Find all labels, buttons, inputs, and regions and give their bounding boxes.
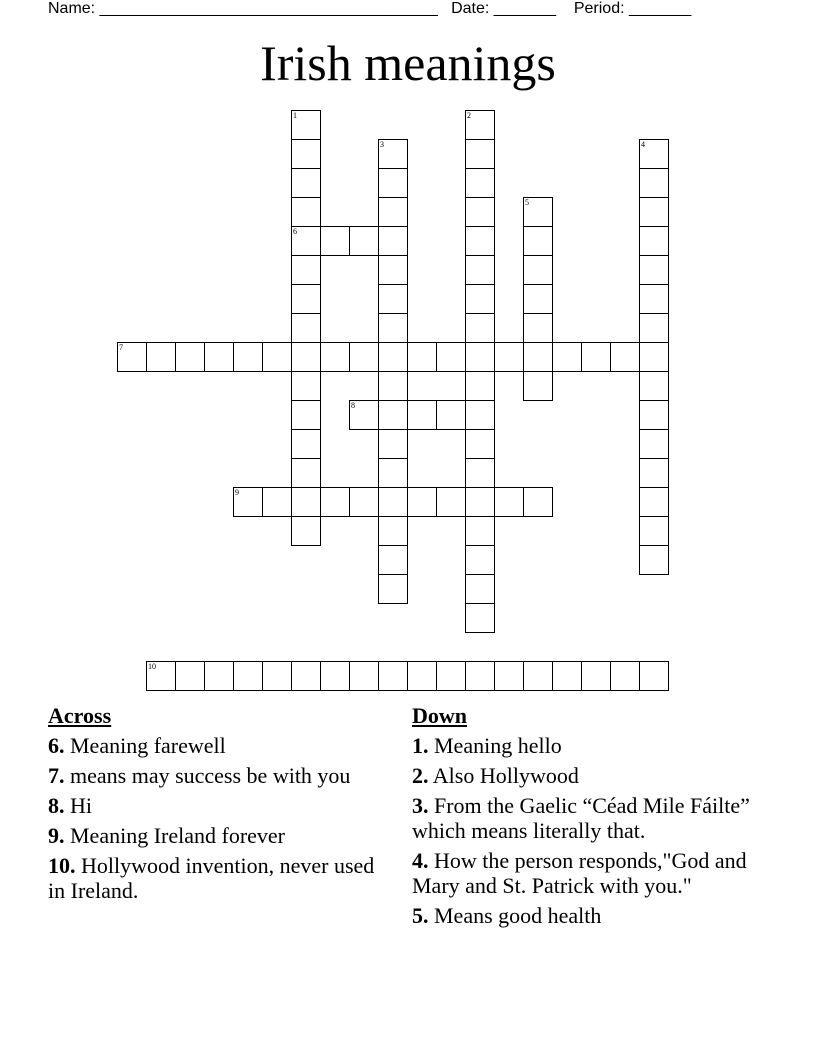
- crossword-cell[interactable]: [175, 342, 205, 372]
- across-clue: [48, 763, 388, 788]
- crossword-cell[interactable]: [465, 400, 495, 430]
- crossword-cell[interactable]: [639, 371, 669, 401]
- crossword-cell[interactable]: [465, 545, 495, 575]
- crossword-cell[interactable]: [407, 342, 437, 372]
- crossword-cell[interactable]: [378, 574, 408, 604]
- crossword-cell[interactable]: [349, 661, 379, 691]
- crossword-cell[interactable]: [465, 226, 495, 256]
- period-label: Period:: [573, 0, 625, 17]
- down-clue: [412, 793, 772, 843]
- crossword-cell[interactable]: [378, 284, 408, 314]
- crossword-cell[interactable]: [175, 661, 205, 691]
- date-label: Date:: [451, 0, 490, 17]
- crossword-cell[interactable]: [436, 342, 466, 372]
- crossword-cell[interactable]: [523, 255, 553, 285]
- clue-text: means may success be with you: [70, 763, 351, 788]
- clue-number: 6.: [48, 733, 65, 758]
- crossword-cell[interactable]: [523, 284, 553, 314]
- crossword-cell[interactable]: [639, 429, 669, 459]
- down-clue: [412, 733, 772, 758]
- crossword-cell[interactable]: [436, 400, 466, 430]
- crossword-cell[interactable]: [523, 661, 553, 691]
- cell-number: 5: [525, 198, 529, 207]
- crossword-cell[interactable]: [320, 487, 350, 517]
- clue-number: 10.: [48, 853, 76, 878]
- crossword-cell[interactable]: [552, 342, 582, 372]
- crossword-cell[interactable]: [465, 255, 495, 285]
- crossword-cell[interactable]: [291, 110, 321, 140]
- crossword-cell[interactable]: [204, 661, 234, 691]
- date-blank: _______: [493, 0, 557, 17]
- down-heading: Down: [412, 703, 468, 728]
- crossword-cell[interactable]: [291, 458, 321, 488]
- crossword-cell[interactable]: [291, 429, 321, 459]
- crossword-cell[interactable]: [639, 197, 669, 227]
- crossword-cell[interactable]: [465, 487, 495, 517]
- crossword-cell[interactable]: [378, 487, 408, 517]
- crossword-cell[interactable]: [523, 342, 553, 372]
- crossword-cell[interactable]: [581, 661, 611, 691]
- crossword-cell[interactable]: [291, 313, 321, 343]
- crossword-cell[interactable]: [378, 255, 408, 285]
- crossword-cell[interactable]: [465, 139, 495, 169]
- down-clue: [412, 848, 772, 898]
- name-blank: ______________________________________: [99, 0, 438, 17]
- name-label: Name:: [48, 0, 96, 17]
- across-clue: [48, 793, 388, 818]
- crossword-cell[interactable]: [581, 342, 611, 372]
- crossword-cell[interactable]: [523, 197, 553, 227]
- crossword-cell[interactable]: [465, 458, 495, 488]
- crossword-cell[interactable]: [146, 342, 176, 372]
- cell-number: 3: [380, 140, 384, 149]
- crossword-cell[interactable]: [291, 371, 321, 401]
- clue-number: 2.: [412, 763, 429, 788]
- across-heading: Across: [48, 703, 112, 728]
- crossword-cell[interactable]: [610, 661, 640, 691]
- crossword-cell[interactable]: [436, 661, 466, 691]
- crossword-cell[interactable]: [639, 313, 669, 343]
- crossword-cell[interactable]: [291, 284, 321, 314]
- crossword-cell[interactable]: [320, 661, 350, 691]
- crossword-cell[interactable]: [291, 487, 321, 517]
- cell-number: 9: [235, 488, 239, 497]
- page-title: Irish meanings: [260, 35, 556, 91]
- crossword-cell[interactable]: [465, 284, 495, 314]
- crossword-cell[interactable]: [639, 458, 669, 488]
- crossword-cell[interactable]: [639, 168, 669, 198]
- crossword-cell[interactable]: [291, 516, 321, 546]
- clue-text: Meaning hello: [434, 733, 562, 758]
- crossword-cell[interactable]: [378, 342, 408, 372]
- crossword-cell[interactable]: [349, 487, 379, 517]
- cell-number: 10: [148, 662, 156, 671]
- crossword-cell[interactable]: [117, 342, 147, 372]
- crossword-cell[interactable]: [407, 487, 437, 517]
- crossword-cell[interactable]: [349, 226, 379, 256]
- crossword-cell[interactable]: [407, 400, 437, 430]
- cell-number: 7: [119, 343, 123, 352]
- crossword-cell[interactable]: [610, 342, 640, 372]
- across-clue: [48, 823, 388, 848]
- crossword-cell[interactable]: [378, 139, 408, 169]
- crossword-cell[interactable]: [349, 342, 379, 372]
- crossword-cell[interactable]: [320, 342, 350, 372]
- clue-number: 1.: [412, 733, 429, 758]
- crossword-cell[interactable]: [233, 661, 263, 691]
- cell-number: 8: [351, 401, 355, 410]
- crossword-cell[interactable]: [465, 313, 495, 343]
- down-clue: [412, 763, 772, 788]
- clue-text: Meaning Ireland forever: [70, 823, 286, 848]
- crossword-cell[interactable]: [552, 661, 582, 691]
- crossword-cell[interactable]: [639, 487, 669, 517]
- crossword-cell[interactable]: [639, 226, 669, 256]
- crossword-cell[interactable]: [494, 487, 524, 517]
- cell-number: 2: [467, 111, 471, 120]
- clue-text: Meaning farewell: [70, 733, 226, 758]
- clue-number: 9.: [48, 823, 65, 848]
- cell-number: 6: [293, 227, 297, 236]
- across-clue: [48, 733, 388, 758]
- crossword-cell[interactable]: [436, 487, 466, 517]
- crossword-cell[interactable]: [465, 371, 495, 401]
- crossword-cell[interactable]: [523, 226, 553, 256]
- crossword-cell[interactable]: [378, 371, 408, 401]
- clue-text: From the Gaelic “Céad Mile Fáilte” which means literally that.: [412, 793, 750, 843]
- crossword-cell[interactable]: [291, 255, 321, 285]
- crossword-cell[interactable]: [465, 661, 495, 691]
- crossword-cell[interactable]: [291, 342, 321, 372]
- crossword-cell[interactable]: [639, 661, 669, 691]
- crossword-cell[interactable]: [146, 661, 176, 691]
- crossword-cell[interactable]: [233, 342, 263, 372]
- clue-text: Means good health: [434, 903, 602, 928]
- crossword-cell[interactable]: [465, 342, 495, 372]
- crossword-cell[interactable]: [349, 400, 379, 430]
- crossword-cell[interactable]: [639, 284, 669, 314]
- clue-number: 7.: [48, 763, 65, 788]
- crossword-cell[interactable]: [465, 429, 495, 459]
- crossword-cell[interactable]: [523, 487, 553, 517]
- crossword-cell[interactable]: [204, 342, 234, 372]
- crossword-cell[interactable]: [291, 226, 321, 256]
- crossword-cell[interactable]: [378, 197, 408, 227]
- crossword-cell[interactable]: [378, 661, 408, 691]
- clue-text: Hollywood invention, never used in Ireland.: [48, 853, 375, 903]
- clue-text: Hi: [70, 793, 92, 818]
- clue-number: 4.: [412, 848, 429, 873]
- crossword-cell[interactable]: [465, 603, 495, 633]
- crossword-cell[interactable]: [378, 313, 408, 343]
- crossword-cell[interactable]: [465, 168, 495, 198]
- crossword-cell[interactable]: [291, 139, 321, 169]
- crossword-cell[interactable]: [233, 487, 263, 517]
- crossword-cell[interactable]: [465, 516, 495, 546]
- crossword-cell[interactable]: [523, 313, 553, 343]
- crossword-cell[interactable]: [465, 110, 495, 140]
- crossword-cell[interactable]: [320, 226, 350, 256]
- crossword-cell[interactable]: [378, 400, 408, 430]
- crossword-cell[interactable]: [262, 342, 292, 372]
- crossword-cell[interactable]: [494, 661, 524, 691]
- crossword-cell[interactable]: [378, 545, 408, 575]
- crossword-cell[interactable]: [378, 168, 408, 198]
- crossword-cell[interactable]: [639, 139, 669, 169]
- across-clue: [48, 853, 388, 903]
- crossword-cell[interactable]: [291, 168, 321, 198]
- crossword-cell[interactable]: [378, 429, 408, 459]
- crossword-cell[interactable]: [291, 661, 321, 691]
- clue-number: 3.: [412, 793, 429, 818]
- across-clues: [48, 703, 388, 908]
- cell-number: 1: [293, 111, 297, 120]
- clue-number: 5.: [412, 903, 429, 928]
- crossword-cell[interactable]: [262, 661, 292, 691]
- crossword-cell[interactable]: [378, 226, 408, 256]
- clue-text: Also Hollywood: [432, 763, 579, 788]
- clue-number: 8.: [48, 793, 65, 818]
- period-blank: _______: [629, 0, 692, 17]
- crossword-cell[interactable]: [639, 342, 669, 372]
- down-clue: [412, 903, 772, 928]
- crossword-cell[interactable]: [291, 400, 321, 430]
- crossword-cell[interactable]: [407, 661, 437, 691]
- crossword-cell[interactable]: [378, 516, 408, 546]
- crossword-cell[interactable]: [639, 516, 669, 546]
- crossword-cell[interactable]: [523, 371, 553, 401]
- crossword-cell[interactable]: [262, 487, 292, 517]
- crossword-cell[interactable]: [639, 545, 669, 575]
- cell-number: 4: [641, 140, 645, 149]
- clue-text: How the person responds,"God and Mary and St. Patrick with you.": [412, 848, 747, 898]
- crossword-cell[interactable]: [494, 342, 524, 372]
- crossword-cell[interactable]: [465, 197, 495, 227]
- crossword-cell[interactable]: [465, 574, 495, 604]
- down-clues: [412, 703, 772, 933]
- crossword-cell[interactable]: [378, 458, 408, 488]
- crossword-cell[interactable]: [639, 255, 669, 285]
- crossword-cell[interactable]: [639, 400, 669, 430]
- crossword-cell[interactable]: [291, 197, 321, 227]
